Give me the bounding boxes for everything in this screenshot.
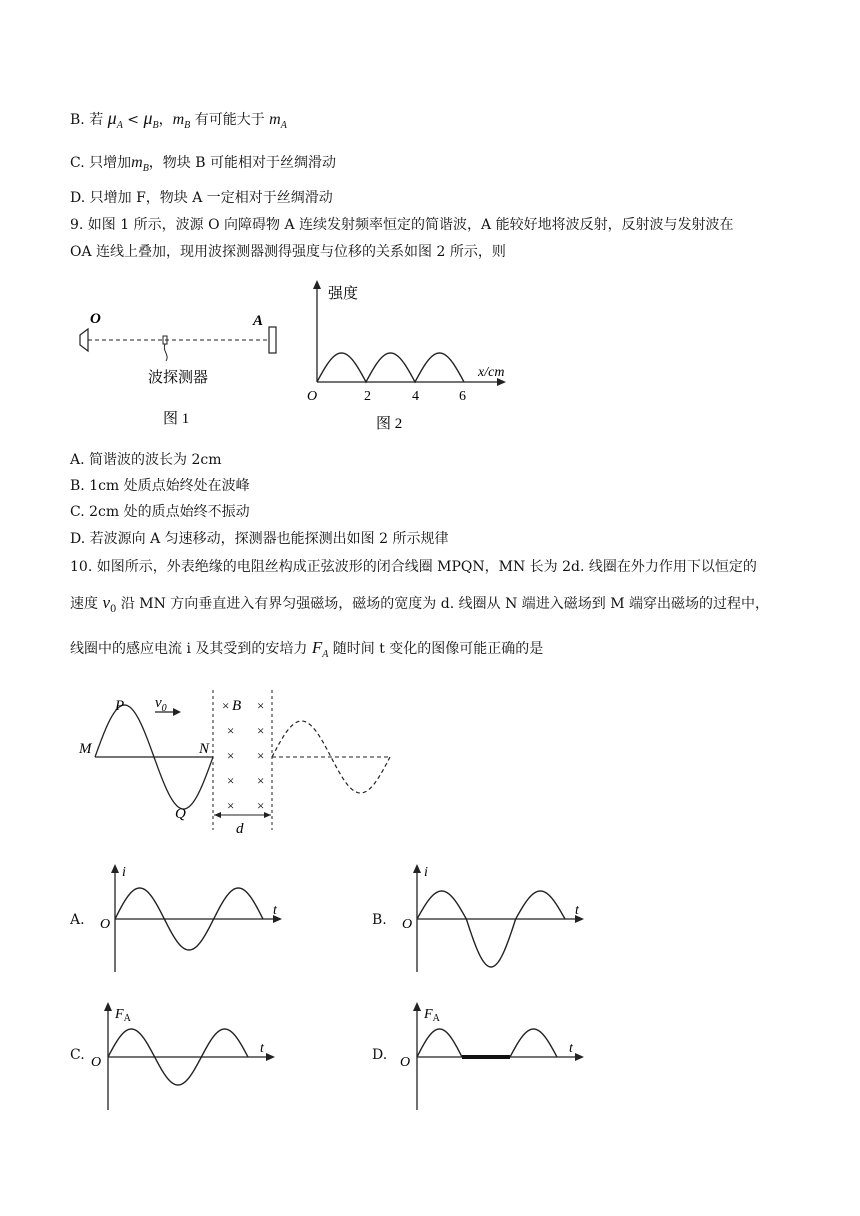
q8-option-b: B. 若 $\mu_A < \mu_B$，$m_B$ 有可能大于 $m_A$ (70, 108, 287, 131)
label-b: B (232, 698, 242, 714)
label-p: P (115, 698, 125, 714)
velocity-arrowhead (173, 708, 181, 716)
label-d: d (236, 821, 244, 837)
field-cross: × (257, 748, 265, 763)
fig2-xlabel: x/cm (478, 365, 505, 380)
q10-stem-line1: 10. 如图所示，外表绝缘的电阻丝构成正弦波形的闭合线圈 MPQN，MN 长为 2d. 线圈在外力作用下以恒定的 (70, 559, 757, 575)
choice-b-letter: B. (372, 912, 387, 928)
choice-d-letter: D. (372, 1047, 388, 1063)
intensity-curve (317, 353, 464, 382)
wave-source-icon (80, 329, 88, 351)
y-axis-arrow (313, 280, 321, 289)
svg-text:FA: $F_A$ (424, 1007, 440, 1024)
svg-text:t: t (273, 903, 277, 918)
q9-stem-line2: OA 连线上叠加，现用波探测器测得强度与位移的关系如图 2 所示，则 (70, 244, 506, 260)
fig1-caption: 图 1 (163, 411, 190, 427)
q10-stem-line3: 线圈中的感应电流 i 及其受到的安培力 $F_A$ 随时间 t 变化的图像可能正确的是 (70, 638, 544, 660)
choice-c-graph (88, 1000, 298, 1115)
svg-text:O: O (100, 917, 111, 932)
choice-a-letter: A. (70, 912, 85, 928)
svg-text:O: O (400, 1055, 411, 1070)
field-cross: × (257, 723, 265, 738)
fig2-tick-2: 2 (364, 389, 371, 404)
curve-b (417, 891, 565, 967)
q9-figure1 (70, 305, 290, 435)
svg-text:i: i (122, 865, 126, 880)
q10-stem-line2: 速度 $v_0$ 沿 MN 方向垂直进入有界匀强磁场，磁场的宽度为 d. 线圈从 N 端进入磁场到 M 端穿出磁场的过程中， (70, 593, 770, 615)
label-v0: $v_0$ (155, 695, 167, 714)
q9-stem-line1: 9. 如图 1 所示，波源 O 向障碍物 A 连续发射频率恒定的简谐波，A 能较好地将波反射，反射波与发射波在 (70, 217, 734, 233)
field-cross: × (257, 798, 265, 813)
fig2-ylabel: 强度 (328, 286, 359, 302)
curve-d (417, 1029, 557, 1057)
svg-text:t: t (260, 1041, 264, 1056)
q8-option-d: D. 只增加 F，物块 A 一定相对于丝绸滑动 (70, 190, 333, 206)
label-o: O (90, 311, 101, 327)
q8-option-c: C. 只增加$m_B$，物块 B 可能相对于丝绸滑动 (70, 154, 336, 174)
width-arrow-right (264, 812, 271, 818)
field-cross: × (227, 773, 235, 788)
fig2-tick-4: 4 (412, 389, 419, 404)
choice-d-graph (397, 1000, 607, 1115)
choice-a-graph (95, 862, 305, 977)
fig2-tick-6: 6 (459, 389, 466, 404)
field-cross: × (227, 748, 235, 763)
width-arrow-left (214, 812, 221, 818)
obstacle-a (269, 327, 276, 353)
label-a: A (253, 313, 264, 329)
field-cross: × (257, 698, 265, 713)
q9-option-c: C. 2cm 处的质点始终不振动 (70, 504, 250, 520)
q9-option-a: A. 简谐波的波长为 2cm (70, 452, 222, 468)
field-cross: × (222, 698, 230, 713)
detector-label: 波探测器 (148, 370, 209, 386)
detector-cable (164, 344, 167, 361)
label-m: M (79, 741, 92, 757)
field-cross: × (227, 798, 235, 813)
q10-coil-figure (75, 690, 405, 840)
svg-text:i: i (424, 865, 428, 880)
field-cross: × (257, 773, 265, 788)
fig2-origin: O (307, 389, 318, 404)
svg-text:t: t (569, 1041, 573, 1056)
svg-text:O: O (402, 917, 413, 932)
svg-text:O: O (91, 1055, 102, 1070)
magnetic-field-crosses (222, 698, 264, 813)
q9-option-d: D. 若波源向 A 匀速移动，探测器也能探测出如图 2 所示规律 (70, 531, 449, 547)
fig2-caption: 图 2 (376, 416, 403, 432)
choice-b-graph (397, 862, 607, 977)
svg-text:t: t (575, 903, 579, 918)
svg-text:FA: $F_A$ (115, 1007, 131, 1024)
field-cross: × (227, 723, 235, 738)
q9-figure2 (300, 278, 530, 438)
q9-option-b: B. 1cm 处质点始终处在波峰 (70, 478, 250, 494)
label-q: Q (175, 806, 186, 822)
choice-c-letter: C. (70, 1047, 85, 1063)
label-n: N (199, 741, 210, 757)
